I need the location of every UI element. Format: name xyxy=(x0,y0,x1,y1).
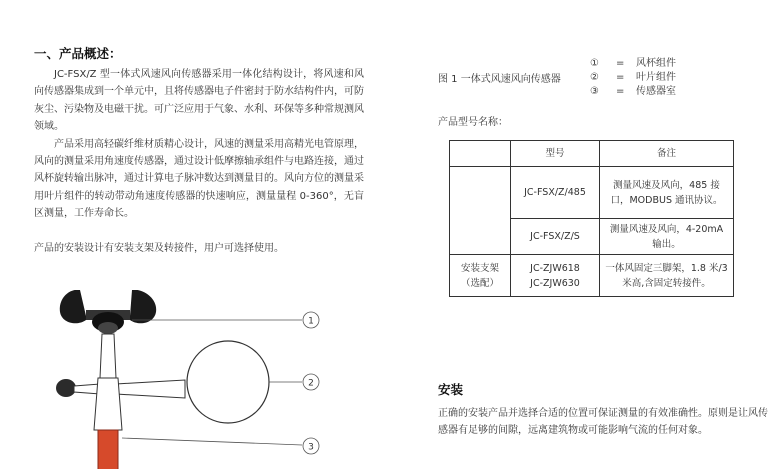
table-cell-bracket-note: 一体风固定三脚架，1.8 米/3米高,含固定转接件。 xyxy=(600,255,734,297)
model-list-title: 产品型号名称： xyxy=(438,117,508,128)
bracket-model-line: JC-ZJW618 xyxy=(530,262,580,274)
table-cell-empty xyxy=(450,167,511,255)
vane-assembly-icon xyxy=(56,341,269,423)
figure-caption: 图 1 一体式风速风向传感器 xyxy=(438,74,561,85)
wind-cup-assembly-icon xyxy=(60,290,156,334)
table-cell-model: JC-FSX/Z/485 xyxy=(511,167,600,219)
legend-label: 叶片组件 xyxy=(636,72,676,83)
overview-paragraph-3: 产品的安装设计有安装支架及转接件，用户可选择使用。 xyxy=(34,242,284,254)
table-header-cell: 型号 xyxy=(511,141,600,167)
legend-row xyxy=(590,85,676,99)
table-cell-bracket-models xyxy=(511,255,600,297)
table-header-cell: 备注 xyxy=(600,141,734,167)
overview-paragraph-1: JC-FSX/Z 型一体式风速风向传感器采用一体化结构设计，将风速和风向传感器集成到一个单元中，且将传感器电子件密封于防水结构件内，可防灰尘、污染物及电磁干扰。可广泛应用于气象、水利、环保等多种常规测风领域。 xyxy=(34,69,364,133)
legend-row xyxy=(590,57,676,71)
table-cell-bracket-label xyxy=(450,255,511,297)
table-row xyxy=(450,255,734,297)
legend-label: 风杯组件 xyxy=(636,58,676,69)
table-cell-model: JC-FSX/Z/S xyxy=(511,219,600,255)
section-title-install: 安装 xyxy=(438,382,464,397)
table-cell-note: 测量风速及风向，485 接口，MODBUS 通讯协议。 xyxy=(600,167,734,219)
legend-num: ③ xyxy=(590,86,599,97)
table-row xyxy=(450,167,734,219)
figure-legend xyxy=(590,57,676,99)
sensor-illustration xyxy=(40,290,340,469)
legend-label: 传感器室 xyxy=(636,86,676,97)
legend-eq: = xyxy=(616,72,625,83)
bracket-model-line: JC-ZJW630 xyxy=(530,277,580,289)
callout-2: 2 xyxy=(308,378,314,389)
bracket-label-line: 安装支架 xyxy=(460,262,499,274)
legend-eq: = xyxy=(616,58,625,69)
legend-num: ① xyxy=(590,58,599,69)
callout-3: 3 xyxy=(308,442,314,453)
legend-row xyxy=(590,71,676,85)
table-header-row xyxy=(450,141,734,167)
sensor-housing-icon xyxy=(94,378,122,469)
overview-paragraph-2: 产品采用高轻碳纤维材质精心设计，风速的测量采用高精光电管原理，风向的测量采用角速度传感器，通过设计低摩擦轴承组件与电路连接，通过风杯旋转输出脉冲，通过计算电子脉冲数达到测量目的。风向方位的测量采用叶片组件的转动带动角速度传感器的快速响应，测量量程 0-360°，无盲区测量，工作寿命长。 xyxy=(34,138,364,220)
model-table xyxy=(449,140,734,297)
table-cell-note: 测量风速及风向，4-20mA 输出。 xyxy=(600,219,734,255)
section-title-overview: 一、产品概述： xyxy=(34,46,122,61)
install-body xyxy=(438,405,768,439)
overview-body xyxy=(34,66,364,257)
callout-1: 1 xyxy=(308,316,314,327)
bracket-label-line: （选配） xyxy=(460,277,499,289)
table-header-cell xyxy=(450,141,511,167)
install-paragraph: 正确的安装产品并选择合适的位置可保证测量的有效准确性。原则是让风传感器有足够的间隙，远离建筑物或可能影响气流的任何对象。 xyxy=(438,408,768,436)
legend-num: ② xyxy=(590,72,599,83)
legend-eq: = xyxy=(616,86,625,97)
